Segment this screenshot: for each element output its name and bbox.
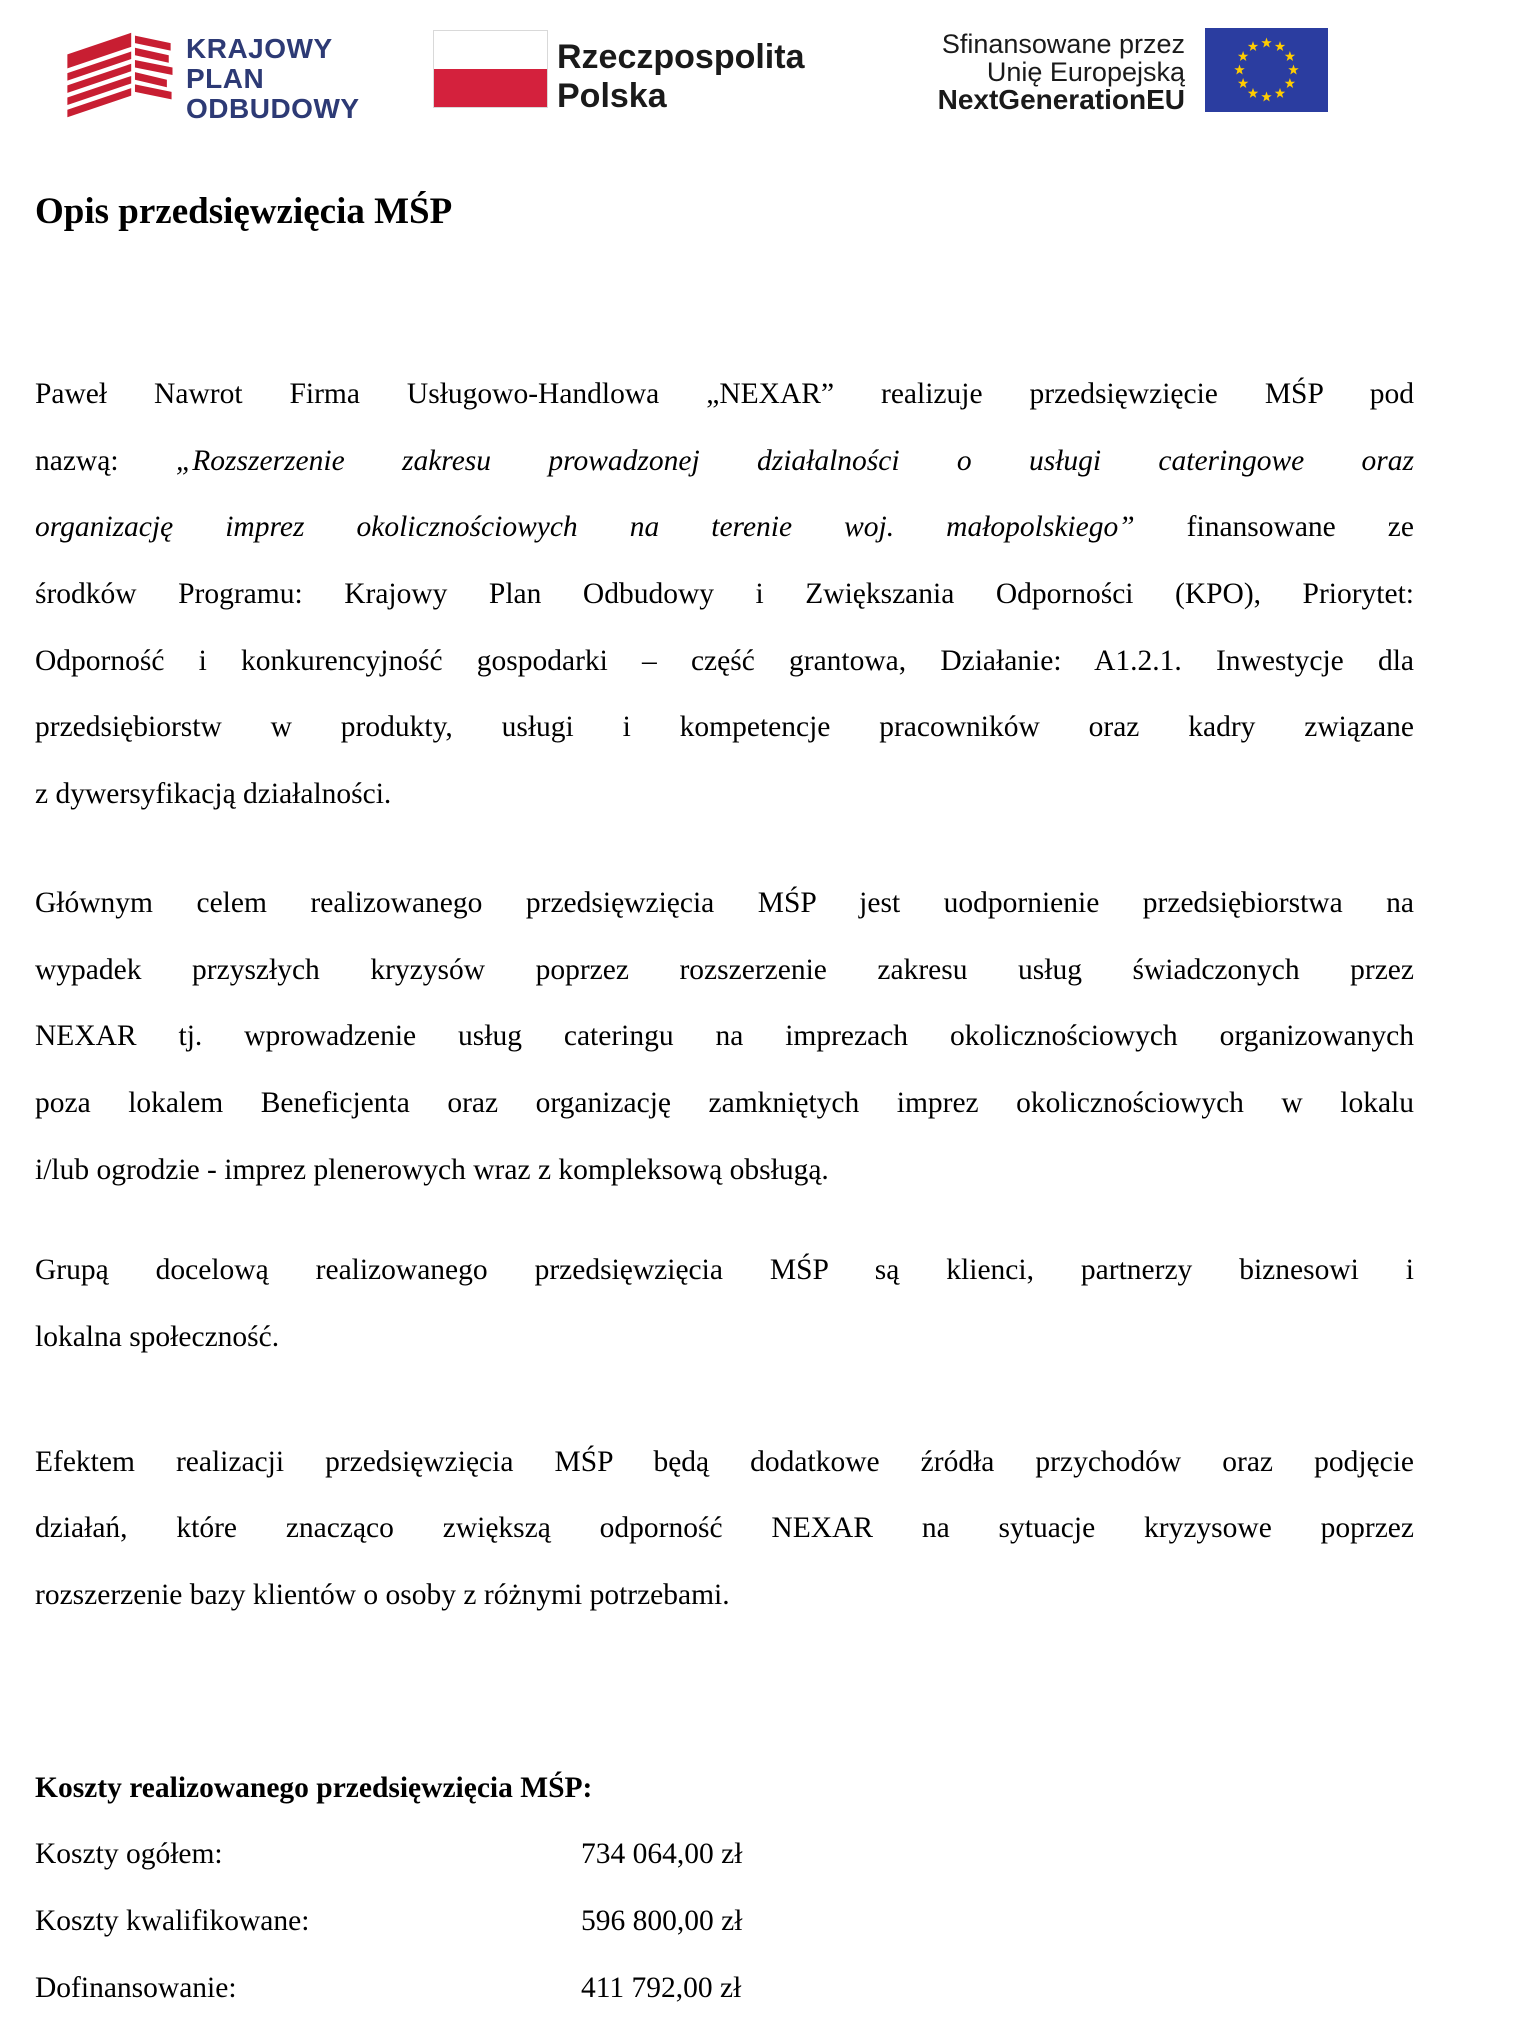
- text-line: [35, 1137, 1414, 1204]
- cost-row: [35, 1821, 1414, 1888]
- page-title: Opis przedsięwzięcia MŚP: [35, 191, 453, 232]
- cost-row: [35, 1955, 1414, 2022]
- text-segment: wypadek przyszłych kryzysów poprzez rozszerzenie zakresu usług świadczonych przez: [35, 953, 1414, 986]
- text-segment: Efektem realizacji przedsięwzięcia MŚP będą dodatkowe źródła przychodów oraz podjęcie: [35, 1445, 1414, 1478]
- text-segment: działań, które znacząco zwiększą odporność NEXAR na sytuacje kryzysowe poprzez: [35, 1512, 1414, 1545]
- text-line: [35, 361, 1414, 428]
- text-segment: finansowane ze: [1134, 511, 1414, 544]
- paragraph: [35, 361, 1414, 828]
- kpo-wordmark-line3: ODBUDOWY: [186, 93, 360, 124]
- text-segment: z dywersyfikacją działalności.: [35, 778, 392, 811]
- text-segment: poza lokalem Beneficjenta oraz organizację zamkniętych imprez okolicznościowych w lokalu: [35, 1086, 1414, 1119]
- text-segment: środków Programu: Krajowy Plan Odbudowy i Zwiększania Odporności (KPO), Priorytet:: [35, 578, 1414, 611]
- cost-value: 734 064,00 zł: [581, 1838, 743, 1871]
- text-line: [35, 561, 1414, 628]
- kpo-wordmark-line1: KRAJOWY: [186, 33, 333, 64]
- kpo-wordmark-line2: PLAN: [186, 63, 265, 94]
- poland-wordmark-line1: Rzeczpospolita: [557, 38, 805, 76]
- text-line: [35, 870, 1414, 937]
- paragraphs: [35, 361, 1414, 1629]
- document-page: [35, 0, 1414, 2022]
- text-segment: rozszerzenie bazy klientów o osoby z różnymi potrzebami.: [35, 1579, 730, 1611]
- cost-value: 596 800,00 zł: [581, 1905, 743, 1938]
- paragraph: [35, 1429, 1414, 1629]
- text-segment: Głównym celem realizowanego przedsięwzięcia MŚP jest uodpornienie przedsiębiorstwa na: [35, 886, 1414, 919]
- text-segment: przedsiębiorstw w produkty, usługi i kompetencje pracowników oraz kadry związane: [35, 711, 1414, 744]
- text-line: [35, 1495, 1414, 1562]
- text-line: [35, 937, 1414, 1004]
- costs-rows: [35, 1821, 1414, 2021]
- cost-value: 411 792,00 zł: [581, 1971, 742, 2004]
- text-line: [35, 1429, 1414, 1496]
- text-segment: Grupą docelową realizowanego przedsięwzięcia MŚP są klienci, partnerzy biznesowi i: [35, 1254, 1414, 1287]
- text-line: [35, 1562, 1414, 1629]
- cost-label: Koszty kwalifikowane:: [35, 1905, 310, 1938]
- text-line: [35, 761, 1414, 828]
- text-line: [35, 694, 1414, 761]
- poland-wordmark-line2: Polska: [557, 77, 667, 115]
- text-segment: nazwą:: [35, 444, 176, 477]
- text-line: [35, 494, 1414, 561]
- paragraph: [35, 870, 1414, 1203]
- cost-label: Koszty ogółem:: [35, 1838, 223, 1871]
- eu-funding-line1: Sfinansowane przez: [941, 29, 1185, 59]
- text-segment: Odporność i konkurencyjność gospodarki – część grantowa, Działanie: A1.2.1. Inwestycje dla: [35, 644, 1414, 677]
- eu-funding-line2: Unię Europejską: [986, 57, 1185, 87]
- text-segment: Paweł Nawrot Firma Usługowo-Handlowa „NEXAR” realizuje przedsięwzięcie MŚP pod: [35, 378, 1414, 410]
- paragraph: [35, 1237, 1414, 1370]
- eu-funding-line3: NextGenerationEU: [937, 84, 1185, 115]
- text-line: [35, 1070, 1414, 1137]
- text-line: [35, 1003, 1414, 1070]
- text-segment: NEXAR tj. wprowadzenie usług cateringu na imprezach okolicznościowych organizowanych: [35, 1020, 1414, 1053]
- cost-row: [35, 1888, 1414, 1955]
- costs-heading: Koszty realizowanego przedsięwzięcia MŚP:: [35, 1771, 593, 1804]
- costs-section: [35, 1755, 1414, 2022]
- text-line: [35, 1304, 1414, 1371]
- text-segment: i/lub ogrodzie - imprez plenerowych wraz z kompleksową obsługą.: [35, 1153, 829, 1186]
- text-line: [35, 428, 1414, 495]
- cost-label: Dofinansowanie:: [35, 1971, 237, 2004]
- text-line: [35, 628, 1414, 695]
- italic-text-segment: „Rozszerzenie zakresu prowadzonej działalności o usługi cateringowe oraz: [175, 444, 1414, 477]
- text-segment: lokalna społeczność.: [35, 1320, 280, 1353]
- text-line: [35, 1237, 1414, 1304]
- italic-text-segment: organizację imprez okolicznościowych na terenie woj. małopolskiego”: [35, 511, 1135, 544]
